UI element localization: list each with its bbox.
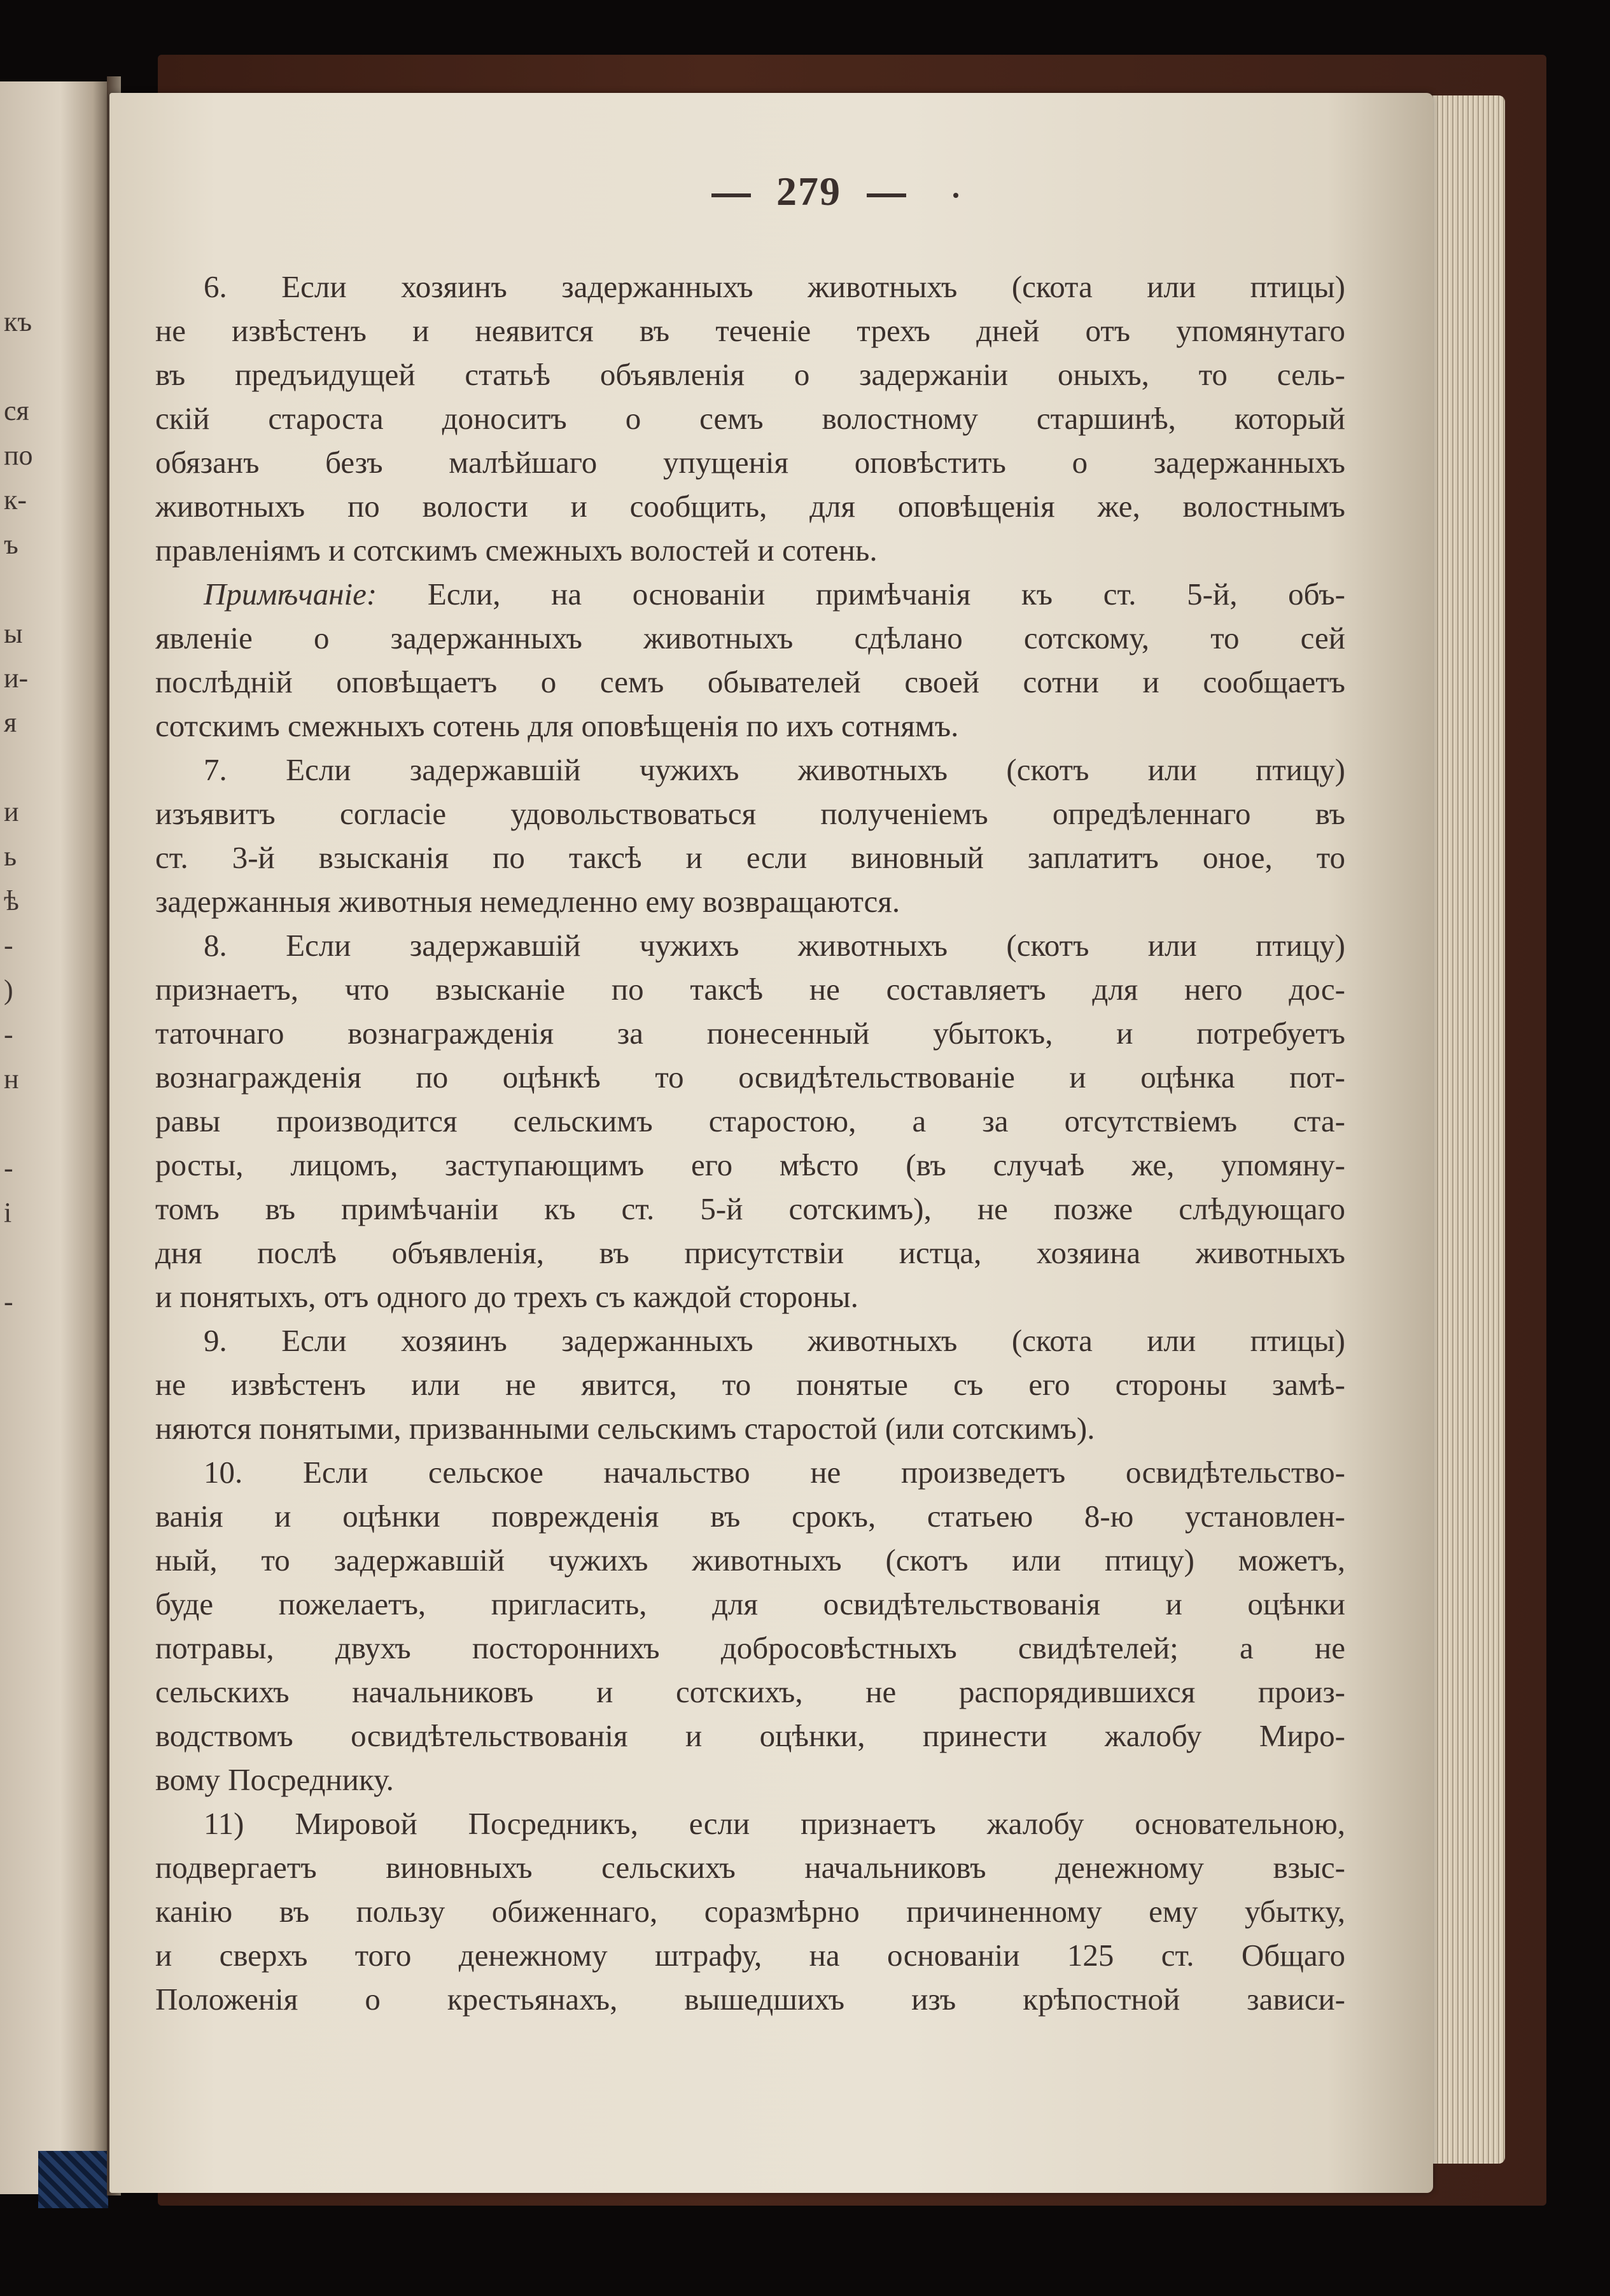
text-line — [155, 1889, 1345, 1933]
text-line — [155, 1011, 1345, 1055]
text-line — [155, 1494, 1345, 1538]
line-text: и понятыхъ, отъ одного до трехъ съ каждой стороны. — [155, 1279, 858, 1314]
line-text: сотскимъ смежныхъ сотень для оповѣщенія по ихъ сотнямъ. — [155, 708, 959, 743]
left-page-fragment: ѣ — [4, 885, 19, 916]
text-line — [155, 1231, 1345, 1275]
line-text: канію въ пользу обиженнаго, соразмѣрно причиненному ему убытку, — [155, 1894, 1345, 1929]
text-line — [155, 1055, 1345, 1099]
line-text: таточнаго вознагражденія за понесенный убытокъ, и потребуетъ — [155, 1016, 1345, 1051]
line-text: Положенія о крестьянахъ, вышедшихъ изъ крѣпостной зависи- — [155, 1982, 1345, 2017]
text-line — [155, 1802, 1345, 1845]
right-page — [109, 93, 1433, 2193]
left-page-fragment: і — [4, 1197, 12, 1228]
line-text: потравы, двухъ постороннихъ добросовѣстныхъ свидѣтелей; а не — [155, 1630, 1345, 1665]
left-page-fragment: по — [4, 440, 33, 471]
line-text: не извѣстенъ или не явится, то понятые съ его стороны замѣ- — [155, 1367, 1345, 1402]
text-line — [155, 309, 1345, 353]
left-page-fragment: ) — [4, 974, 13, 1005]
text-line — [155, 967, 1345, 1011]
left-page-fragment: - — [4, 1019, 13, 1050]
left-page-fragment: ся — [4, 395, 29, 426]
text-line — [155, 1582, 1345, 1626]
line-text: 7. Если задержавшій чужихъ животныхъ (скотъ или птицу) — [204, 752, 1345, 787]
left-page-fragment: я — [4, 707, 17, 738]
left-page-fragment: н — [4, 1063, 19, 1095]
text-line — [155, 528, 1345, 572]
line-text: явленіе о задержанныхъ животныхъ сдѣлано сотскому, то сей — [155, 620, 1345, 655]
text-line — [155, 748, 1345, 792]
text-line — [155, 440, 1345, 484]
text-line — [155, 1099, 1345, 1143]
line-text: 11) Мировой Посредникъ, если признаетъ жалобу основательною, — [204, 1806, 1345, 1841]
line-text: вому Посреднику. — [155, 1762, 394, 1797]
line-text: подвергаетъ виновныхъ сельскихъ начальниковъ денежному взыс- — [155, 1850, 1345, 1885]
text-line — [155, 1406, 1345, 1450]
line-text: не извѣстенъ и неявится въ теченіе трехъ дней отъ упомянутаго — [155, 313, 1345, 348]
text-line — [155, 1187, 1345, 1231]
left-page-fragment: - — [4, 1152, 13, 1184]
line-text: и сверхъ того денежному штрафу, на основаніи 125 ст. Общаго — [155, 1938, 1345, 1973]
text-line — [155, 1933, 1345, 1977]
left-page-fragment: и- — [4, 662, 29, 694]
page-number-header — [109, 168, 1433, 215]
text-line — [155, 1362, 1345, 1406]
text-line — [155, 1538, 1345, 1582]
line-text: водствомъ освидѣтельствованія и оцѣнки, принести жалобу Миро- — [155, 1718, 1345, 1753]
line-text: Если, на основаніи примѣчанія къ ст. 5-й, объ- — [377, 577, 1345, 612]
line-text: 6. Если хозяинъ задержанныхъ животныхъ (скота или птицы) — [204, 269, 1345, 304]
line-text: 9. Если хозяинъ задержанныхъ животныхъ (скота или птицы) — [204, 1323, 1345, 1358]
text-line — [155, 1319, 1345, 1362]
text-line — [155, 879, 1345, 923]
text-line — [155, 660, 1345, 704]
line-text: ст. 3-й взысканія по таксѣ и если виновный заплатитъ оное, то — [155, 840, 1345, 875]
text-line — [155, 265, 1345, 309]
text-line — [155, 1714, 1345, 1758]
dot — [953, 193, 958, 198]
text-line — [155, 1450, 1345, 1494]
text-line — [155, 1758, 1345, 1802]
text-line — [155, 1143, 1345, 1187]
text-line — [155, 396, 1345, 440]
left-page-fragment: ь — [4, 841, 17, 872]
text-line — [155, 484, 1345, 528]
line-text: изъявитъ согласіе удовольствоваться полученіемъ опредѣленнаго въ — [155, 796, 1345, 831]
text-line — [155, 572, 1345, 616]
left-page-fragment: и — [4, 796, 19, 827]
left-page-fragment: къ — [4, 306, 32, 337]
line-text: 8. Если задержавшій чужихъ животныхъ (скотъ или птицу) — [204, 928, 1345, 963]
text-line — [155, 1275, 1345, 1319]
line-text: въ предъидущей статьѣ объявленія о задержаніи оныхъ, то сель- — [155, 357, 1345, 392]
line-text: дня послѣ объявленія, въ присутствіи истца, хозяина животныхъ — [155, 1235, 1345, 1270]
text-line — [155, 704, 1345, 748]
text-line — [155, 353, 1345, 396]
line-text: ванія и оцѣнки поврежденія въ срокъ, статьею 8-ю установлен- — [155, 1499, 1345, 1534]
left-page-fragment: ы — [4, 618, 23, 649]
line-text: животныхъ по волости и сообщить, для оповѣщенія же, волостнымъ — [155, 489, 1345, 524]
line-text: 10. Если сельское начальство не произведетъ освидѣтельство- — [204, 1455, 1345, 1490]
text-line — [155, 836, 1345, 879]
line-text: скій староста доноситъ о семъ волостному старшинѣ, который — [155, 401, 1345, 436]
left-page-fragment: - — [4, 930, 13, 961]
left-page-edge — [0, 81, 109, 2194]
page-number: 279 — [776, 169, 841, 214]
text-line — [155, 1626, 1345, 1670]
text-line — [155, 1845, 1345, 1889]
note-label: Примѣчаніе: — [204, 577, 377, 612]
text-line — [155, 616, 1345, 660]
text-line — [155, 792, 1345, 836]
line-text: томъ въ примѣчаніи къ ст. 5-й сотскимъ), не позже слѣдующаго — [155, 1191, 1345, 1226]
page-edge-marbling — [38, 2151, 108, 2208]
left-page-fragment: ъ — [4, 529, 18, 560]
text-line — [155, 1977, 1345, 2021]
line-text: няются понятыми, призванными сельскимъ старостой (или сотскимъ). — [155, 1411, 1095, 1446]
line-text: буде пожелаетъ, пригласить, для освидѣтельствованія и оцѣнки — [155, 1586, 1345, 1621]
line-text: послѣдній оповѣщаетъ о семъ обывателей своей сотни и сообщаетъ — [155, 664, 1345, 699]
em-dash — [711, 193, 751, 197]
left-page-fragment: - — [4, 1286, 13, 1317]
em-dash — [867, 193, 906, 197]
line-text: признаетъ, что взысканіе по таксѣ не составляетъ для него дос- — [155, 972, 1345, 1007]
line-text: обязанъ безъ малѣйшаго упущенія оповѣстить о задержанныхъ — [155, 445, 1345, 480]
line-text: вознагражденія по оцѣнкѣ то освидѣтельствованіе и оцѣнка пот- — [155, 1060, 1345, 1095]
text-line — [155, 1670, 1345, 1714]
line-text: равы производится сельскимъ старостою, а за отсутствіемъ ста- — [155, 1103, 1345, 1138]
text-line — [155, 923, 1345, 967]
line-text: правленіямъ и сотскимъ смежныхъ волостей и сотень. — [155, 533, 878, 568]
line-text: сельскихъ начальниковъ и сотскихъ, не распорядившихся произ- — [155, 1674, 1345, 1709]
line-text: ный, то задержавшій чужихъ животныхъ (скотъ или птицу) можетъ, — [155, 1543, 1345, 1578]
page-body-text — [155, 265, 1345, 2021]
line-text: росты, лицомъ, заступающимъ его мѣсто (въ случаѣ же, упомяну- — [155, 1147, 1345, 1182]
line-text: задержанныя животныя немедленно ему возвращаются. — [155, 884, 900, 919]
left-page-fragment: к- — [4, 484, 27, 515]
